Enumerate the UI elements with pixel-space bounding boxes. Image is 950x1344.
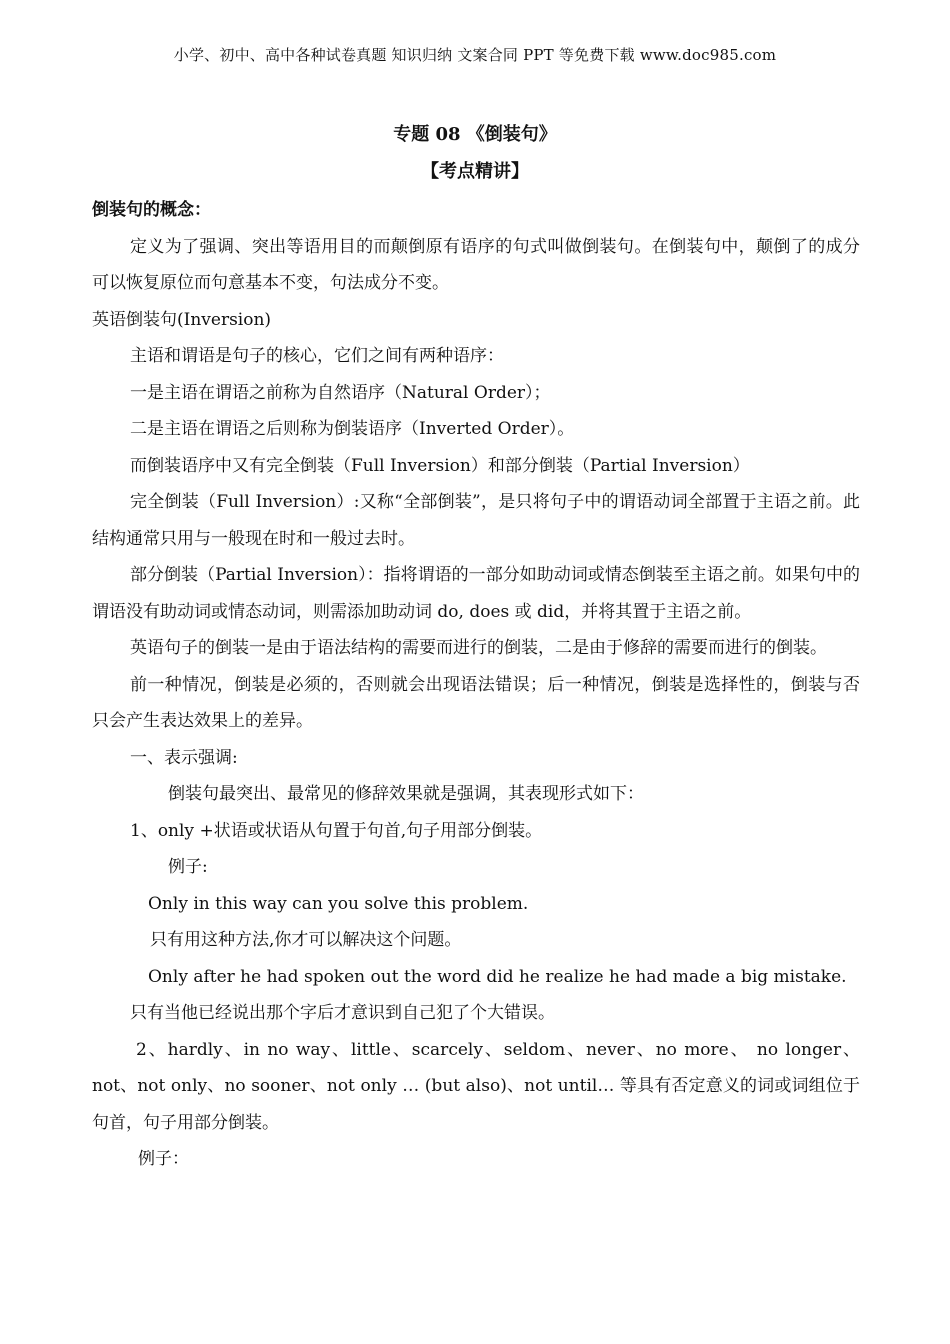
example-translation: 只有当他已经说出那个字后才意识到自己犯了个大错误。	[130, 1003, 555, 1023]
rule-only: 1、only +状语或状语从句置于句首,句子用部分倒装。	[130, 820, 543, 841]
page-title: 专题 08 《倒装句》	[393, 124, 557, 145]
section-subtitle: 【考点精讲】	[421, 161, 529, 182]
page-header: 小学、初中、高中各种试卷真题 知识归纳 文案合同 PPT 等免费下载 www.doc985.com	[173, 46, 777, 64]
paragraph-partial-inversion: 部分倒装（Partial Inversion）：指将谓语的一部分如助动词或情态倒装至主语之前。如果句中的谓语没有助动词或情态动词，则需添加助动词 do, does 或 did，并将其置于主语之前。	[92, 565, 860, 622]
paragraph-emphasis-forms: 倒装句最突出、最常见的修辞效果就是强调，其表现形式如下：	[168, 784, 644, 804]
example-translation: 只有用这种方法,你才可以解决这个问题。	[150, 930, 462, 950]
example-sentence: Only in this way can you solve this problem.	[148, 893, 529, 914]
paragraph-english-inversion: 英语倒装句(Inversion)	[92, 309, 272, 330]
document-body	[92, 192, 860, 1178]
rule-negative-words: 2、hardly、in no way、little、scarcely、seldom、never、no more、 no longer、not、not only、no sooner、not only … (but also)、not until… 等具有否定意义的词或词组位于句首，句子用部分倒装。	[92, 1039, 860, 1133]
paragraph-necessity: 前一种情况，倒装是必须的，否则就会出现语法错误；后一种情况，倒装是选择性的，倒装与否只会产生表达效果上的差异。	[92, 674, 860, 731]
paragraph-word-orders: 主语和谓语是句子的核心，它们之间有两种语序：	[130, 346, 504, 366]
example-label: 例子：	[138, 1149, 189, 1169]
concept-heading: 倒装句的概念：	[92, 200, 211, 220]
paragraph-full-inversion: 完全倒装（Full Inversion）:又称“全部倒装”，是只将句子中的谓语动词全部置于主语之前。此结构通常只用与一般现在时和一般过去时。	[92, 492, 860, 549]
paragraph-inversion-types: 而倒装语序中又有完全倒装（Full Inversion）和部分倒装（Partial Inversion）	[130, 455, 750, 476]
paragraph-natural-order: 一是主语在谓语之前称为自然语序（Natural Order）；	[130, 382, 551, 403]
heading-emphasis: 一、表示强调:	[130, 747, 238, 768]
example-label: 例子:	[168, 857, 208, 877]
paragraph-inverted-order: 二是主语在谓语之后则称为倒装语序（Inverted Order）。	[130, 419, 575, 439]
paragraph-inversion-reasons: 英语句子的倒装一是由于语法结构的需要而进行的倒装，二是由于修辞的需要而进行的倒装。	[130, 638, 827, 658]
example-sentence: Only after he had spoken out the word did he realize he had made a big mistake.	[148, 966, 847, 987]
paragraph-definition: 定义为了强调、突出等语用目的而颠倒原有语序的句式叫做倒装句。在倒装句中，颠倒了的成分可以恢复原位而句意基本不变，句法成分不变。	[92, 236, 860, 293]
